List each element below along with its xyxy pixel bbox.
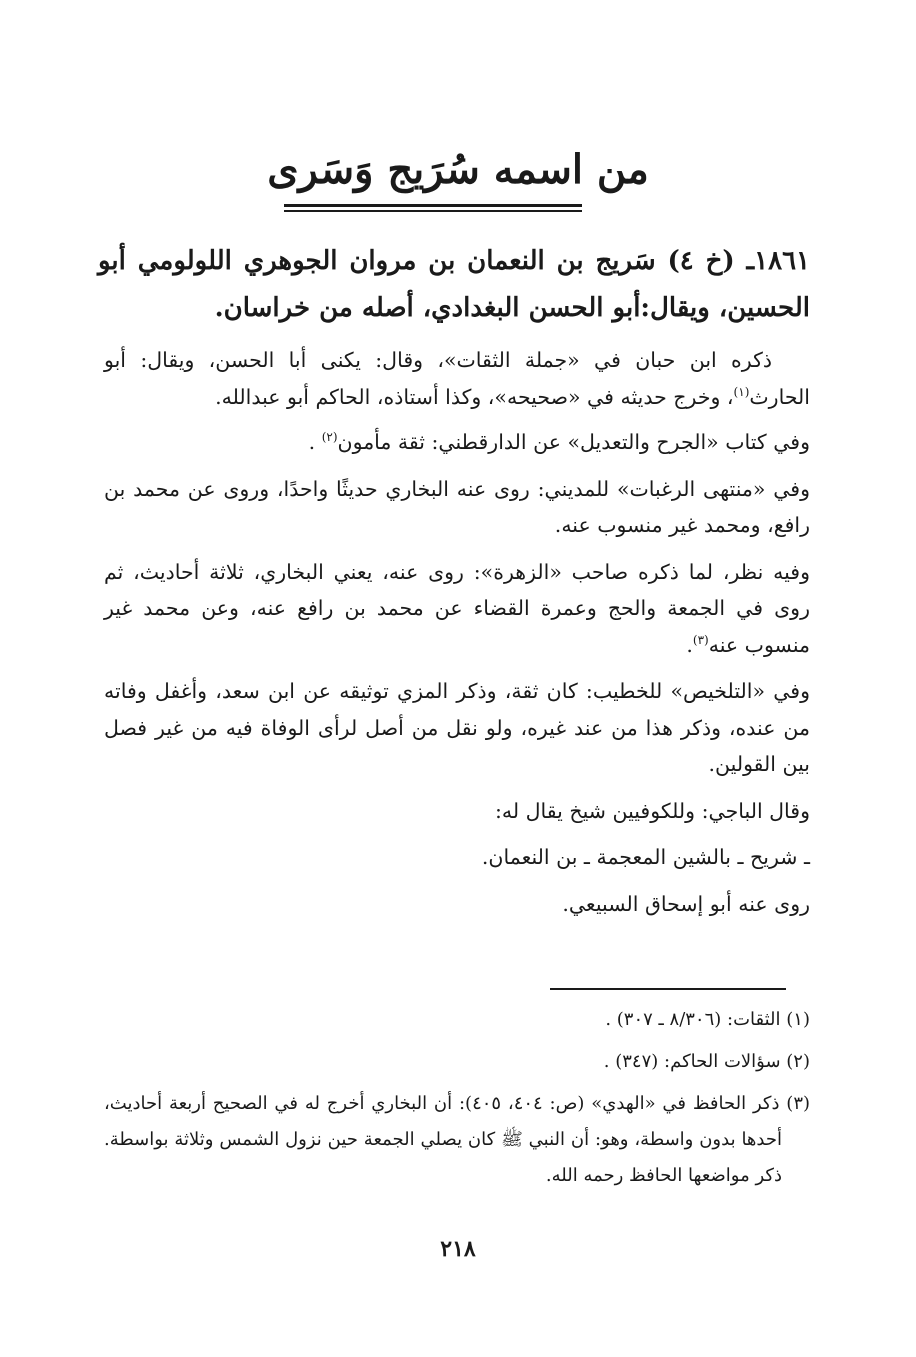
body-paragraph-shurayh: ـ شريح ـ بالشين المعجمة ـ بن النعمان. [481,845,810,869]
body-paragraph-zahra [104,554,810,664]
footnote-ref-1: (١) [733,384,750,399]
footnote-ref-3: (٣) [692,632,709,647]
paragraph-text: ، وخرج حديثه في «صحيحه»، وكذا أستاذه، الحاكم أبو عبدالله. [215,384,734,409]
paragraph-text: . [308,430,322,454]
title-double-rule [284,204,582,214]
body-paragraph-baji: وقال الباجي: وللكوفيين شيخ يقال له: [494,798,810,823]
body-paragraph-talkhis: وفي «التلخيص» للخطيب: كان ثقة، وذكر المزي توثيقه عن ابن سعد، وأغفل وفاته من عنده، وذكر هذا من عند غيره، ولو نقل من أصل لرأى الوفاة فيه من غير فصل بين القولين. [104,679,810,776]
page-number: ٢١٨ [440,1236,476,1262]
footnote-separator [550,988,786,990]
paragraph-text: وفي كتاب «الجرح والتعديل» عن الدارقطني: ثقة مأمون [337,430,810,454]
chapter-title: من اسمه سُرَيج وَسَرى [267,146,649,193]
footnote-ref-2: (٢) [321,430,338,445]
footnote-3: (٣) ذكر الحافظ في «الهدي» (ص: ٤٠٤، ٤٠٥): أن البخاري أخرج له في الصحيح أربعة أحاديث، أحدها بدون واسطة، وهو: أن النبي ﷺ كان يصلي الجمعة حين نزول الشمس وثلاثة بواسطة. ذكر مواضعها الحافظ رحمه الله. [104,1093,811,1186]
entry-header: ١٨٦١ـ (خ ٤) سَريج بن النعمان بن مروان الجوهري اللولومي أبو الحسين، ويقال:أبو الحسن البغدادي، أصله من خراسان. [98,246,810,323]
footnote-2: (٢) سؤالات الحاكم: (٣٤٧) . [603,1051,810,1072]
body-paragraph-muntaha: وفي «منتهى الرغبات» للمديني: روى عنه البخاري حديثًا واحدًا، وروى عن محمد بن رافع، ومحمد غير منسوب عنه. [104,476,810,537]
paragraph-text: ذكره ابن حبان في «جملة الثقات»، وقال: يكنى أبا الحسن، ويقال: أبو الحارث [104,348,810,409]
body-paragraph-sabii: روى عنه أبو إسحاق السبيعي. [562,891,810,916]
footnotes [104,1002,810,1200]
footnote-1: (١) الثقات: (٨/٣٠٦ ـ ٣٠٧) . [605,1009,810,1030]
title-rule-thin [284,210,582,212]
title-rule-thick [284,204,582,207]
paragraph-text: وفيه نظر، لما ذكره صاحب «الزهرة»: روى عنه، يعني البخاري، ثلاثة أحاديث، ثم روى في الجمعة والحج وعمرة القضاء عن محمد بن رافع عنه، وعن محمد غير منسوب عنه [104,559,810,657]
body-paragraph-jarh [104,424,810,461]
body-paragraph-ibn-hibban [104,342,810,415]
entry-body [104,342,810,932]
paragraph-text: . [686,632,693,657]
